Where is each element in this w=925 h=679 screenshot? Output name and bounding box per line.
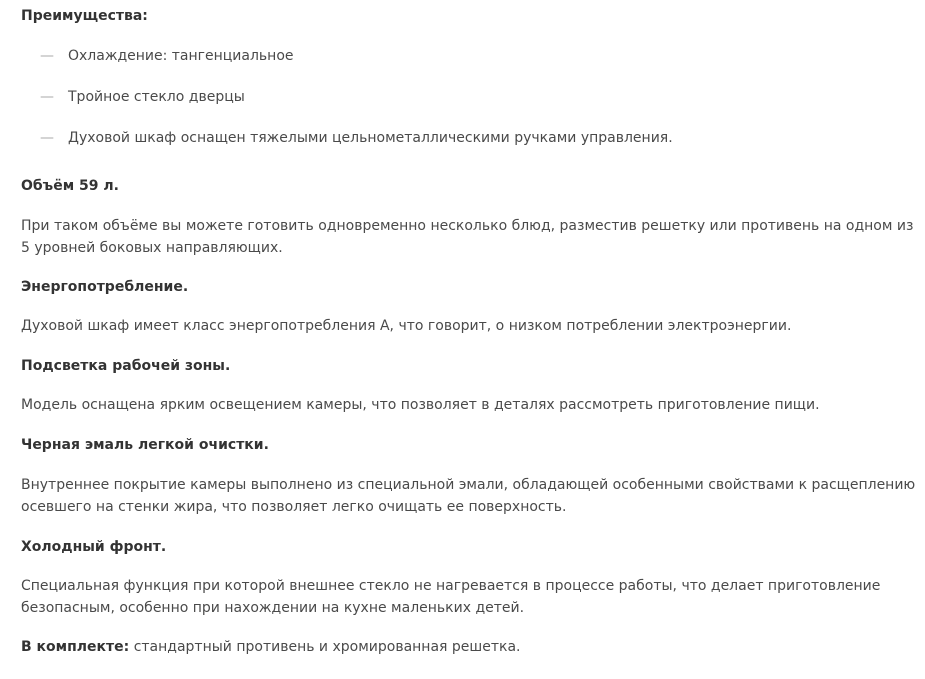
package-label: В комплекте: — [21, 639, 130, 655]
list-item-text: Охлаждение: тангенциальное — [68, 48, 294, 64]
cold-front-heading: Холодный фронт. — [21, 539, 167, 555]
energy-heading: Энергопотребление. — [21, 279, 189, 295]
enamel-heading: Черная эмаль легкой очистки. — [21, 437, 269, 453]
advantages-heading: Преимущества: — [21, 8, 148, 24]
package-text: стандартный противень и хромированная решетка. — [129, 639, 521, 655]
list-item — [21, 45, 294, 67]
dash-bullet-icon: — — [40, 89, 54, 105]
package-paragraph — [21, 636, 520, 658]
lighting-text: Модель оснащена ярким освещением камеры, что позволяет в деталях рассмотреть приготовление пищи. — [21, 397, 820, 413]
list-item — [21, 86, 245, 108]
lighting-heading: Подсветка рабочей зоны. — [21, 358, 231, 374]
energy-text: Духовой шкаф имеет класс энергопотребления А, что говорит, о низком потреблении электроэнергии. — [21, 318, 792, 334]
dash-bullet-icon: — — [40, 130, 54, 146]
list-item-text: Тройное стекло дверцы — [68, 89, 245, 105]
enamel-text: Внутреннее покрытие камеры выполнено из специальной эмали, обладающей особенными свойствами к расщеплению осевшего на стенки жира, что позволяет легко очищать ее поверхность. — [21, 477, 916, 515]
volume-heading: Объём 59 л. — [21, 178, 119, 194]
volume-text: При таком объёме вы можете готовить одновременно несколько блюд, разместив решетку или противень на одном из 5 уровней боковых направляющих. — [21, 218, 914, 256]
cold-front-text: Специальная функция при которой внешнее стекло не нагревается в процессе работы, что делает приготовление безопасным, особенно при нахождении на кухне маленьких детей. — [21, 578, 881, 616]
dash-bullet-icon: — — [40, 48, 54, 64]
list-item — [21, 127, 673, 149]
list-item-text: Духовой шкаф оснащен тяжелыми цельнометаллическими ручками управления. — [68, 130, 673, 146]
